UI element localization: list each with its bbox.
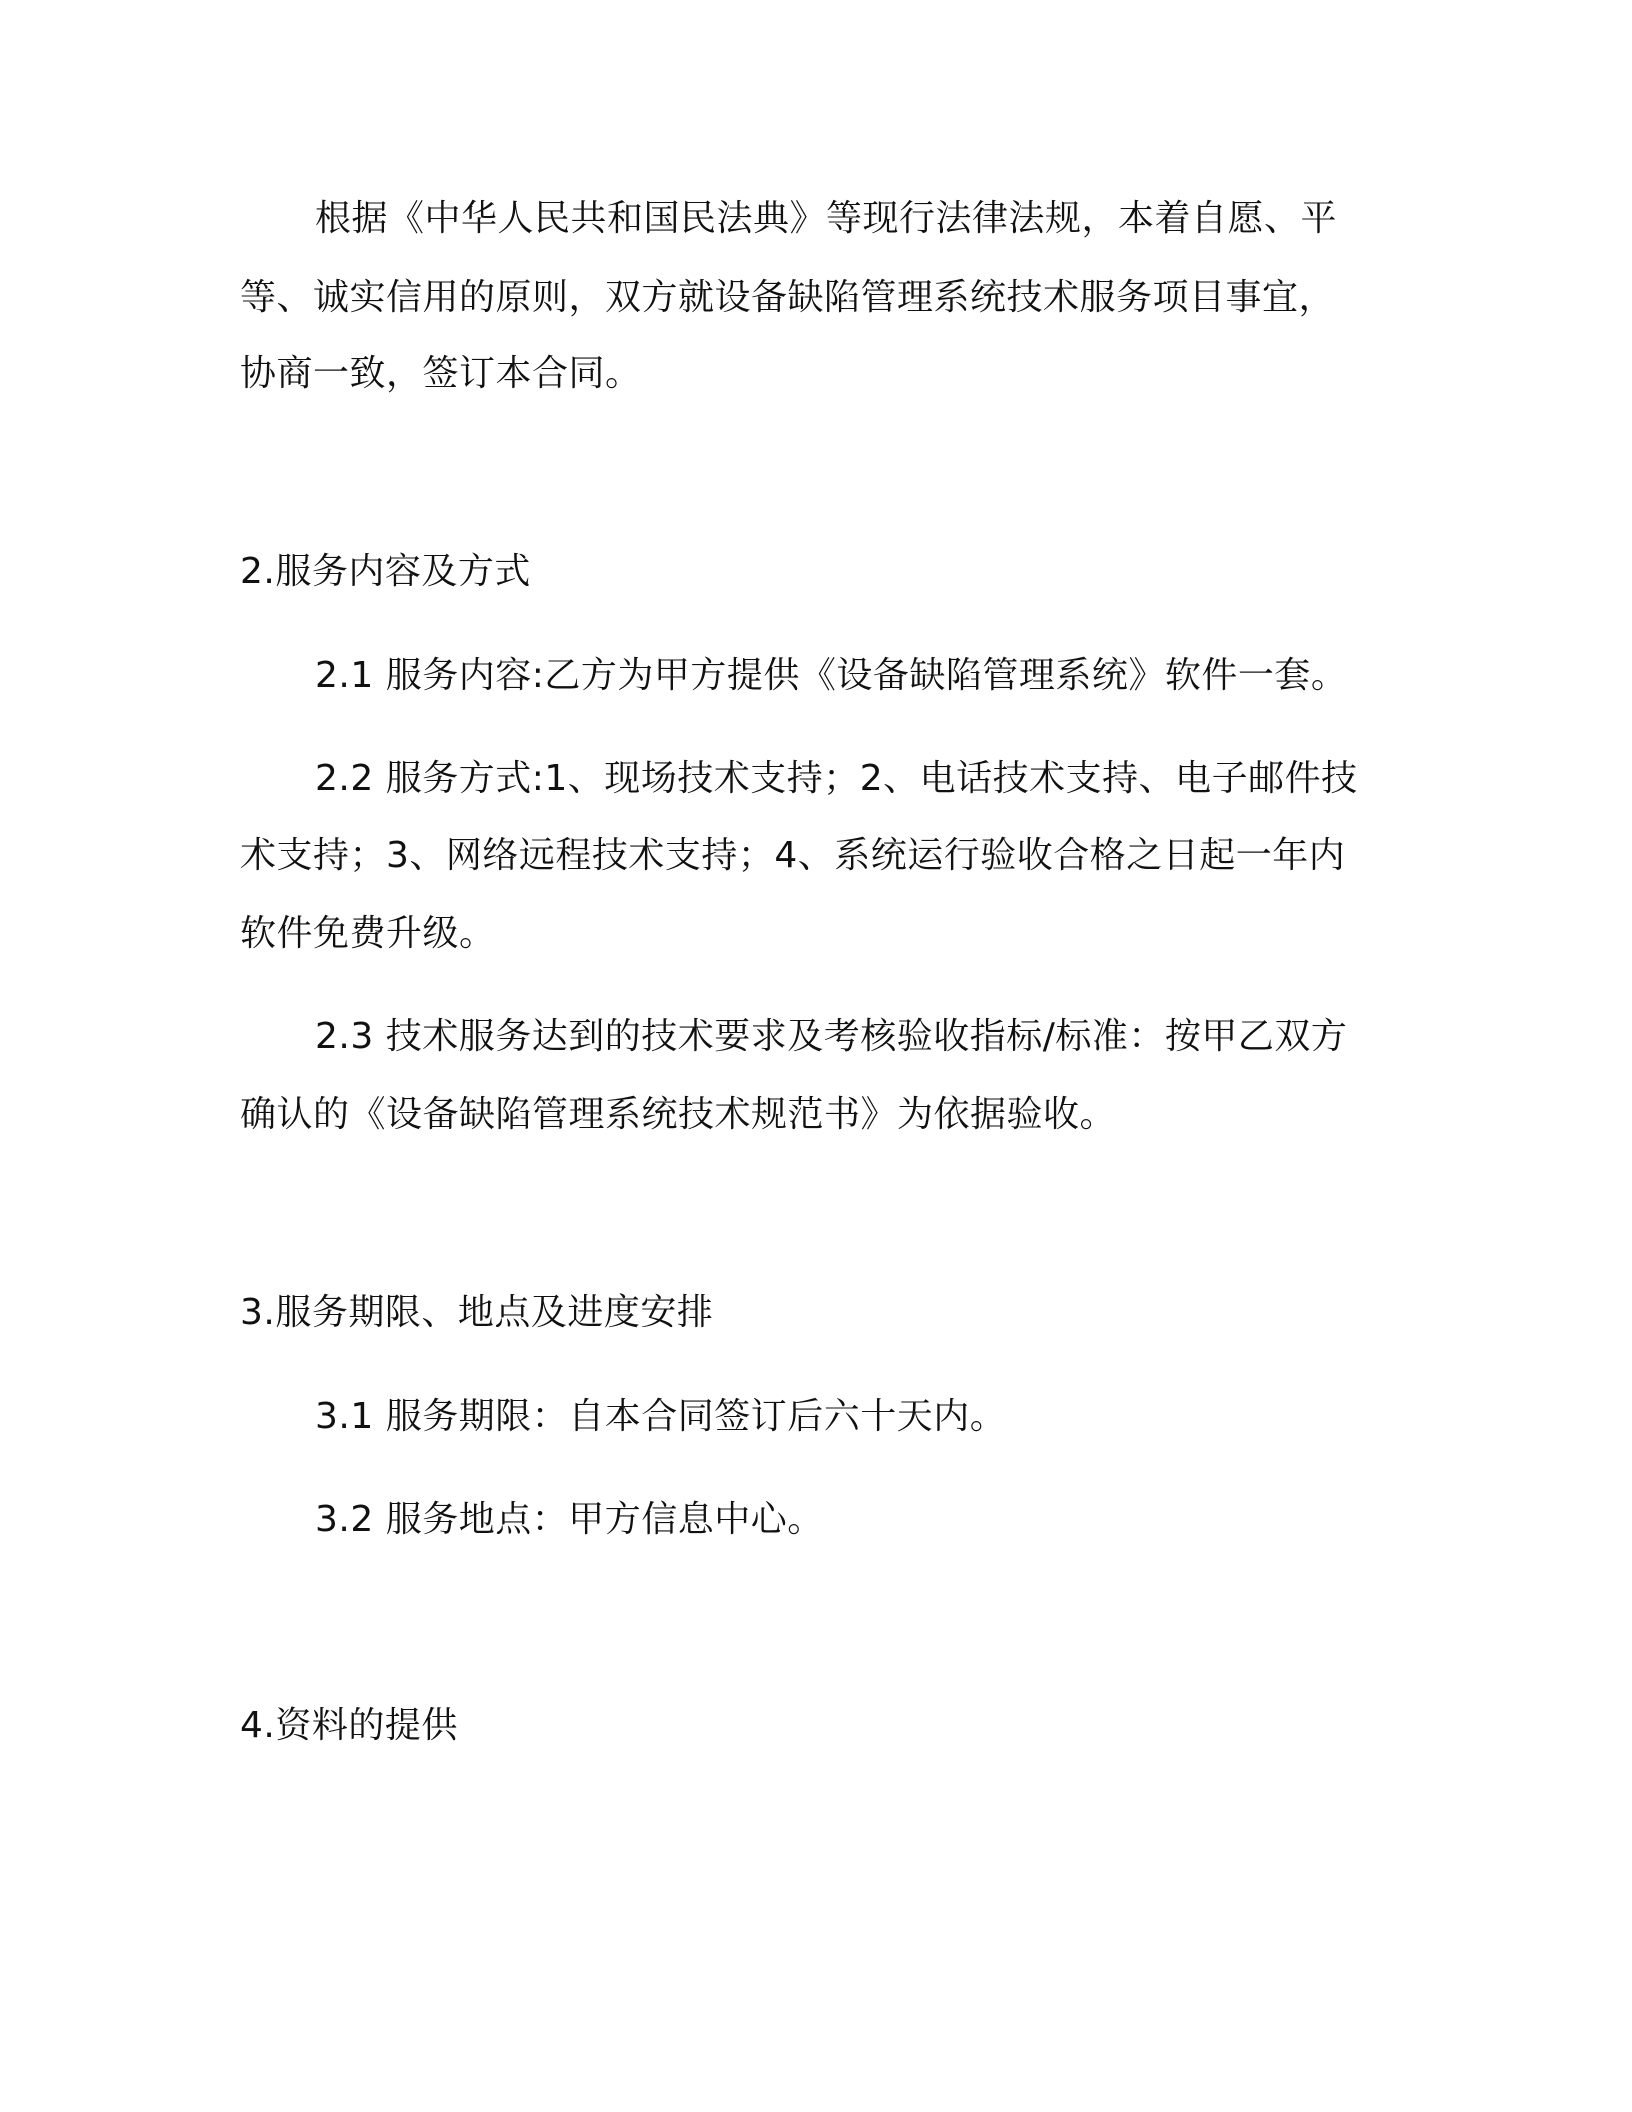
section-3-heading: 3.服务期限、地点及进度安排: [240, 1292, 714, 1333]
intro-line-3: 协商一致，签订本合同。: [240, 353, 642, 394]
intro-line-2: 等、诚实信用的原则，双方就设备缺陷管理系统技术服务项目事宜，: [240, 277, 1336, 318]
section-2-2-line-3: 软件免费升级。: [240, 913, 496, 954]
section-2-2-line-1: 2.2 服务方式:1、现场技术支持；2、电话技术支持、电子邮件技: [315, 758, 1358, 799]
section-2-2-line-2: 术支持；3、网络远程技术支持；4、系统运行验收合格之日起一年内: [240, 835, 1346, 876]
intro-line-1: 根据《中华人民共和国民法典》等现行法律法规，本着自愿、平: [315, 198, 1338, 239]
section-2-heading: 2.服务内容及方式: [240, 551, 531, 592]
section-2-3-line-1: 2.3 技术服务达到的技术要求及考核验收指标/标准：按甲乙双方: [315, 1016, 1348, 1057]
section-2-3-line-2: 确认的《设备缺陷管理系统技术规范书》为依据验收。: [240, 1094, 1117, 1135]
section-4-heading: 4.资料的提供: [240, 1705, 458, 1746]
section-2-1-line-1: 2.1 服务内容:乙方为甲方提供《设备缺陷管理系统》软件一套。: [315, 655, 1348, 696]
section-3-2-line-1: 3.2 服务地点：甲方信息中心。: [315, 1499, 824, 1540]
section-3-1-line-1: 3.1 服务期限：自本合同签订后六十天内。: [315, 1396, 1007, 1437]
